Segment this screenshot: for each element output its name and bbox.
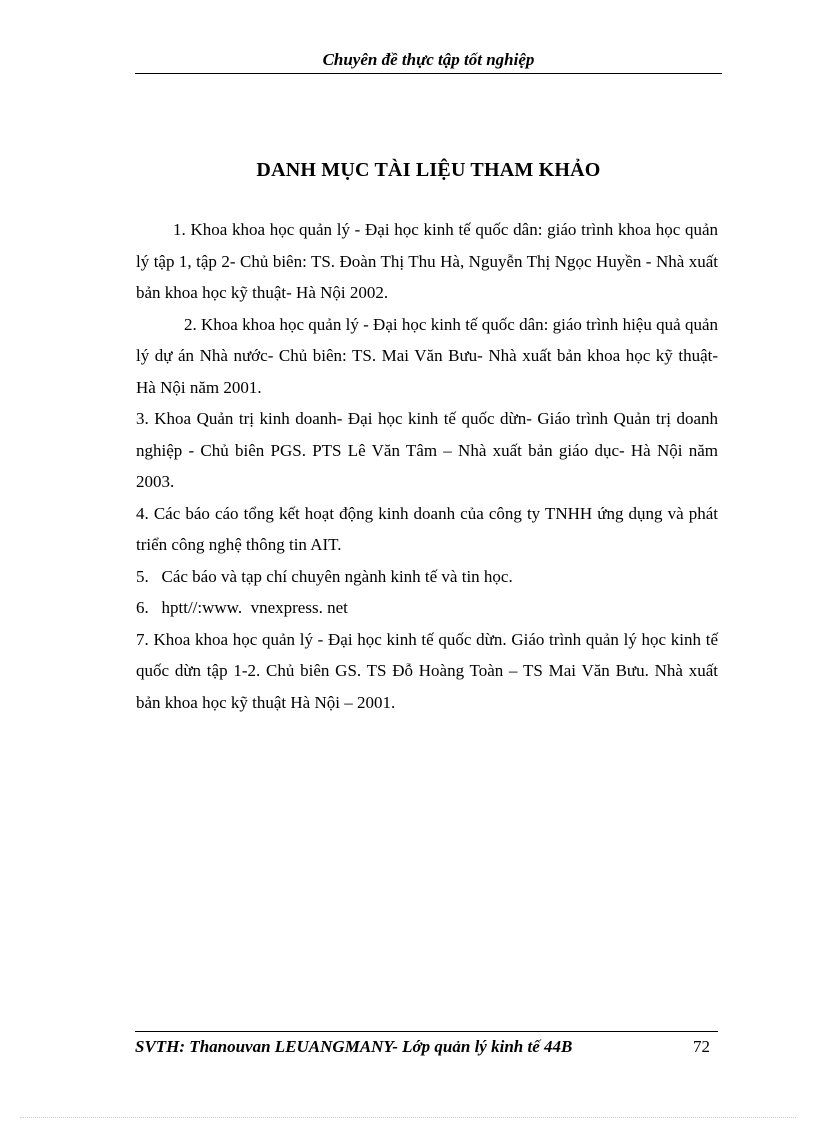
page-edge-divider	[20, 1117, 796, 1118]
reference-item: 3. Khoa Quản trị kinh doanh- Đại học kinh tế quốc dừn- Giáo trình Quản trị doanh nghiệp - Chủ biên PGS. PTS Lê Văn Tâm – Nhà xuất bản giáo dục- Hà Nội năm 2003.	[136, 409, 718, 491]
page-footer	[135, 1036, 718, 1060]
page-header	[135, 49, 722, 74]
reference-item: 5. Các báo và tạp chí chuyên ngành kinh tế và tin học.	[136, 566, 513, 586]
page-title: DANH MỤC TÀI LIỆU THAM KHẢO	[256, 159, 601, 181]
reference-item: 6. hptt//:www. vnexpress. net	[136, 598, 348, 617]
reference-item: 7. Khoa khoa học quản lý - Đại học kinh tế quốc dừn. Giáo trình quản lý học kinh tế quốc dừn tập 1-2. Chủ biên GS. TS Đỗ Hoàng Toàn – TS Mai Văn Bưu. Nhà xuất bản khoa học kỹ thuật Hà Nội – 2001.	[136, 629, 718, 712]
header-title: Chuyên đề thực tập tốt nghiệp	[322, 50, 535, 69]
reference-item: 4. Các báo cáo tổng kết hoạt động kinh doanh của công ty TNHH ứng dụng và phát triển công nghệ thông tin AIT.	[136, 503, 718, 554]
reference-item: 1. Khoa khoa học quản lý - Đại học kinh tế quốc dân: giáo trình khoa học quản lý tập 1, tập 2- Chủ biên: TS. Đoàn Thị Thu Hà, Nguyễn Thị Ngọc Huyền - Nhà xuất bản khoa học kỹ thuật- Hà Nội 2002.	[136, 220, 718, 302]
reference-item: 2. Khoa khoa học quản lý - Đại học kinh tế quốc dân: giáo trình hiệu quả quản lý dự án Nhà nước- Chủ biên: TS. Mai Văn Bưu- Nhà xuất bản khoa học kỹ thuật- Hà Nội năm 2001.	[136, 314, 718, 397]
reference-list	[136, 214, 718, 718]
footer-author: SVTH: Thanouvan LEUANGMANY- Lớp quản lý kinh tế 44B	[135, 1037, 573, 1056]
page-number: 72	[693, 1037, 710, 1056]
footer-divider	[135, 1031, 718, 1032]
